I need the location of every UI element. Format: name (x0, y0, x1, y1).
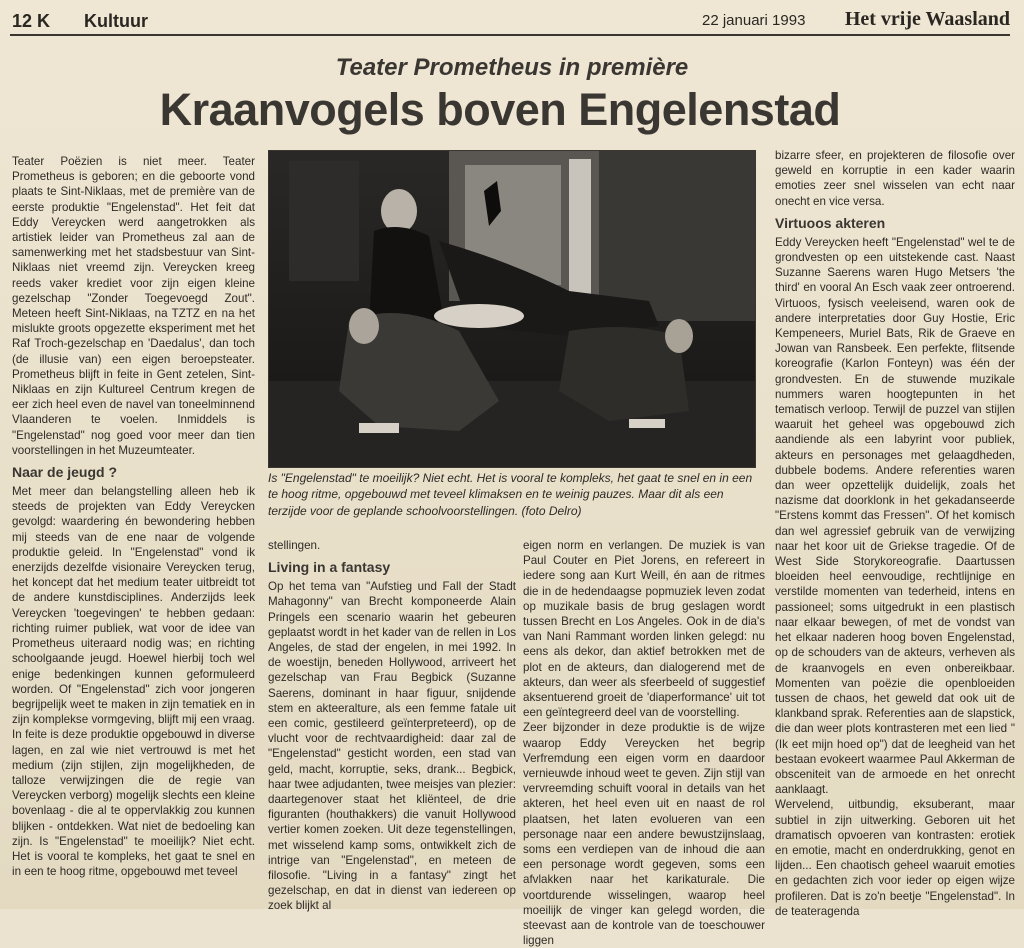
column-1 (12, 154, 255, 902)
paragraph: bizarre sfeer, en projekteren de filosofie over geweld en korruptie in een kader waarin emoties zeer snel wisselen van echt naar onecht en vice versa. (775, 149, 1015, 208)
stage-photo-illustration (269, 151, 755, 467)
paragraph: Eddy Vereycken heeft "Engelenstad" wel te de grondvesten op een uitstekende cast. Naast Suzanne Saerens waren Hugo Metsers 'the third' en vooral An Esch vaak zeer ontroerend. Virtuoos, fysisch veeleisend, waren ook de andere interpretaties door Guy Hostie, Eric Kempeneers, Muriel Bats, Rik de Graeve en Jowan van Ransbeek. Een perfekte, flitsende koreografie (Karlon Fonteyn) was één der grondvesten. En de stuwende muzikale nummers waren hoogtepunten in het tematisch verloop. Terwijl de puzzel van stijlen waaruit het geheel was opgebouwd zich aandiende als een labyrint voor publiek, akteurs en personages met gelaagdheden, dubbele bodems. Andere referenties waren dan weer opzettelijk duidelijk, zoals het nazisme dat doorklonk in het gekadanseerde "Erstens kommt das Fressen". Of het komisch dan wel agressief gebruik van de verwijzing naar het koor uit de Griekse tragedie. Of de West Side Storykoreografie. Daartussen bloeiden heel eenvoudige, rechtlijnige en verstilde momenten van tederheid, intens en passioneel; soms uitgedrukt in een plastisch naar elkaar bewegen, of met de vondst van het elkaar naderen hoog boven Engelenstad, op de schouders van de akteurs, verheven als de kraanvogels en even onbereikbaar. Momenten van poëzie die openbloeiden tussen de chaos, het geweld dat ook uit de klankband sprak. Referenties aan de slapstick, die dan weer plots kontrasteren met een lied "(Ik eet mijn hoed op") dat de leegheid van het bestaan evokeert waarmee Paul Akkerman de obsceniteit van de armoede en het onrecht aanklaagt. (775, 235, 1015, 797)
article-headline: Kraanvogels boven Engelenstad (159, 84, 841, 135)
page-number: 12 K (12, 11, 51, 31)
column-2 (268, 538, 516, 913)
column-4 (775, 148, 1015, 918)
issue-date: 22 januari 1993 (702, 12, 806, 29)
photo-caption: Is "Engelenstad" te moeilijk? Niet echt. Het is vooral te kompleks, het gaat te snel en in een te hoog ritme, opgebouwd met teveel klimaksen en te weinig pauzes. Maar dit als een terzijde voor de geplande schoolvoorstellingen. (foto Delro) (268, 471, 753, 518)
subheading: Virtuoos akteren (775, 214, 886, 231)
section-title: Kultuur (84, 11, 148, 31)
paragraph: Met meer dan belangstelling alleen heb ik steeds de projekten van Eddy Vereycken gevolgd: waardering én bewondering hebben mij steeds van de ene naar de volgende produktie geleid. In "Engelenstad" vond ik enerzijds dezelfde visionaire Vereycken terug, het koncept dat het medium teater uitbreidt tot de andere kunstdisciplines. Anderzijds leek Vereycken 'toegevingen' te hebben gedaan: richting ruimer publiek, wat voor de idee van Prometheus uiteraard nodig was; en richting schoolgaande jeugd. Hoewel hierbij toch wel enige bedenkingen kunnen geformuleerd worden. Of "Engelenstad" zich voor jongeren begrijpelijk weet te maken in zijn tematiek en in zijn komplekse vormgeving, blijft mij een vraag. In feite is deze produktie opgebouwd in diverse lagen, en zal wie niet vertrouwd is met het medium (zijn stijlen, zijn mogelijkheden, de talloze verwijzingen die de regie van Vereycken verborg) mogelijk slechts een kleine bovenlaag - die al te oppervlakkig zou kunnen blijken - ontdekken. Wat niet de bedoeling kan zijn. Is "Engelenstad" te moeilijk? Niet echt. Het is vooral te kompleks, het gaat te snel en in een te hoog ritme, opgebouwd met teveel (12, 485, 255, 879)
paragraph: eigen norm en verlangen. De muziek is van Paul Couter en Piet Jorens, en refereert in iedere song aan Kurt Weill, én aan de ritmes die in de hedendaagse popmuziek leven zodat op muzikale basis de brug geslagen wordt tussen Brecht en Los Angeles. Ook in de dia's van Nani Rammant worden linken gelegd: nu eens als dekor, dan aktief betrokken met de plot en de akteurs, dan dialogerend met de akteurs, dan weer als sfeerbeeld of suggestief aksentuerend groeit de 'diaperformance' uit tot een geïntegreerd deel van de voorstelling. (523, 539, 765, 720)
paragraph: stellingen. (268, 539, 321, 552)
article-kicker: Teater Prometheus in première (335, 54, 689, 81)
article-photo (268, 150, 756, 468)
subheading: Living in a fantasy (268, 559, 391, 576)
paragraph: Zeer bijzonder in deze produktie is de wijze waarop Eddy Vereycken het begrip Verfremdung een eigen vorm en daardoor vernieuwde inhoud weet te geven. Zijn stijl van vervreemding schuift vooral in details van het akteren, het heel even uit en naast de rol plaatsen, het laten evolueren van een personage naar een andere bewustzijnslaag, soms een verdiepen van de inhoud die aan een personage wordt gegeven, soms een afvlakken naar het karikaturale. Die voortdurende wisselingen, waarop heel moeilijk de vinger kan gelegd worden, die steevast aan de kontrole van de toeschouwer liggen (523, 721, 765, 948)
column-3 (523, 538, 765, 948)
page-header (10, 6, 1010, 36)
newspaper-name: Het vrije Waasland (844, 8, 1010, 30)
subheading: Naar de jeugd ? (12, 464, 118, 481)
paragraph: Teater Poëzien is niet meer. Teater Prometheus is geboren; en die geboorte vond plaats te Sint-Niklaas, met de première van de eerste produktie "Engelenstad". Het feit dat Eddy Vereycken werd aangetrokken als artistiek leider van Prometheus zal aan de samenwerking met het stadsbestuur van Sint-Niklaas niet vreemd zijn. Vereycken kreeg reeds vaker krediet voor zijn eigen kleine gezelschap "Zonder Toegevoegd Zout". Meteen heeft Sint-Niklaas, na TZTZ en na het mislukte groots opgezette eksperiment met het Raf Troch-gezelschap en 'Daedalus', dan toch (de illusie van) een eigen beroepsteater. Prometheus blijft in feite in Gent zetelen, Sint-Niklaas en zijn Kultureel Centrum kregen de eer zich heel even de navel van toneelminnend Vlaanderen te voelen. Inmiddels is "Engelenstad" nog goed voor meer dan tien voorstellingen in het Muzeumteater. (12, 155, 255, 457)
paragraph: Op het tema van "Aufstieg und Fall der Stadt Mahagonny" van Brecht komponeerde Alain Pringels een scenario waarin het gebeuren geplaatst wordt in het kader van de rellen in Los Angeles, de stad der engelen, in mei 1992. In de woestijn, beneden Hollywood, arriveert het gezelschap van Frau Begbick (Suzanne Saerens, dominant in haar figuur, snijdende stem en akteeralture, als een femme fatale uit een comic, gestileerd geïnterpreteerd), op de vlucht voor de rechtvaardigheid: daar zal de "Engelenstad" gesticht worden, een stad van geld, macht, korruptie, seks, drank... Begbick, haar twee adjudanten, twee meisjes van plezier: daartegenover staat het kliënteel, de drie figuranten (houthakkers) die vanuit Hollywood vertier komen zoeken. Uit deze tegenstellingen, met wisselend kamp soms, ontwikkelt zich de intrige van "Engelenstad", en meteen de filosofie. "Living in a fantasy" zingt het gezelschap, en dat in dienst van iedereen op zoek blijkt al (268, 580, 516, 913)
paragraph: Wervelend, uitbundig, eksuberant, maar subtiel in zijn uitwerking. Geboren uit het dramatisch opvoeren van kontrasten: erotiek en emotie, macht en onderdrukking, genot en lijden... Een chaotisch geheel waaruit emoties en gedachten zich voor ieder op eigen wijze profileren. Dat is zo'n beetje "Engelenstad". In de teateragenda (775, 798, 1015, 918)
